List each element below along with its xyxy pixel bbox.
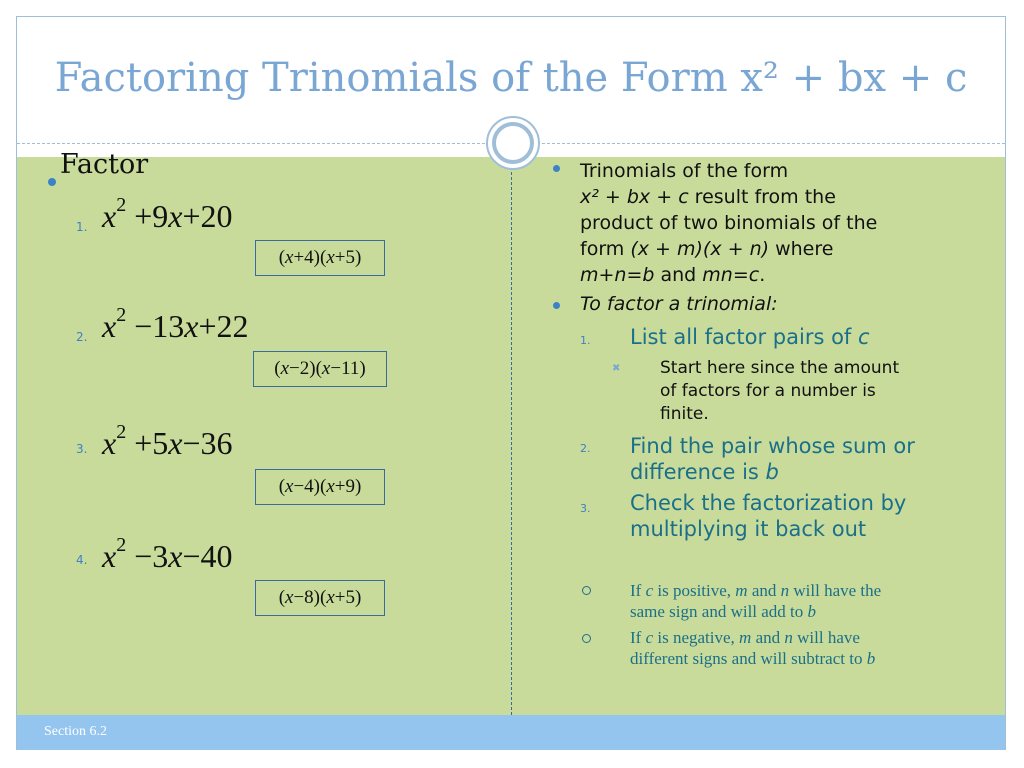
problem-expression: $x^2 -13x+22$: [102, 304, 249, 344]
slide-title: Factoring Trinomials of the Form x² + bx + c: [54, 55, 968, 101]
answer-box: (x+4)(x+5): [255, 240, 385, 276]
sub-note: Start here since the amount of factors for a number is finite.: [660, 358, 900, 424]
negative-c-note: If c is negative, m and n will have different signs and will subtract to b: [630, 628, 876, 668]
step-text: Check the factorization by multiplying it back out: [630, 491, 907, 541]
step-number: 1.: [580, 334, 591, 347]
problem-expression: $x^2 +9x+20$: [102, 194, 233, 234]
bullet-icon: [48, 178, 56, 186]
footer-bar: [17, 715, 1005, 750]
answer-box: (x−4)(x+9): [255, 469, 385, 505]
trinomial-description: Trinomials of the form x² + bx + c result from the product of two binomials of the form (x + m)(x + n) where m+n=b and mn=c.: [580, 160, 878, 286]
problem-number: 1.: [76, 220, 88, 234]
answer-box: (x−2)(x−11): [253, 351, 387, 387]
problem-expression: $x^2 +5x-36$: [102, 421, 233, 461]
ring-bullet-icon: [582, 634, 591, 643]
problem-expression: $x^2 -3x-40$: [102, 534, 233, 574]
step-text: List all factor pairs of c: [630, 325, 870, 349]
ring-bullet-icon: [582, 586, 591, 595]
problem-number: 3.: [76, 442, 88, 456]
decorative-circle-inner: [492, 122, 534, 164]
answer-box: (x−8)(x+5): [255, 580, 385, 616]
problem-number: 4.: [76, 553, 88, 567]
step-number: 3.: [580, 502, 591, 515]
bullet-icon: [553, 302, 560, 309]
step-text: Find the pair whose sum or difference is b: [630, 434, 915, 484]
x-bullet-icon: ✖: [612, 363, 621, 374]
step-number: 2.: [580, 442, 591, 455]
bullet-icon: [553, 165, 560, 172]
positive-c-note: If c is positive, m and n will have the same sign and will add to b: [630, 581, 882, 621]
problem-number: 2.: [76, 330, 88, 344]
factor-heading: Factor: [60, 149, 149, 180]
column-divider: [511, 157, 512, 715]
to-factor-heading: To factor a trinomial:: [580, 293, 778, 315]
footer-section-label: Section 6.2: [44, 724, 107, 739]
